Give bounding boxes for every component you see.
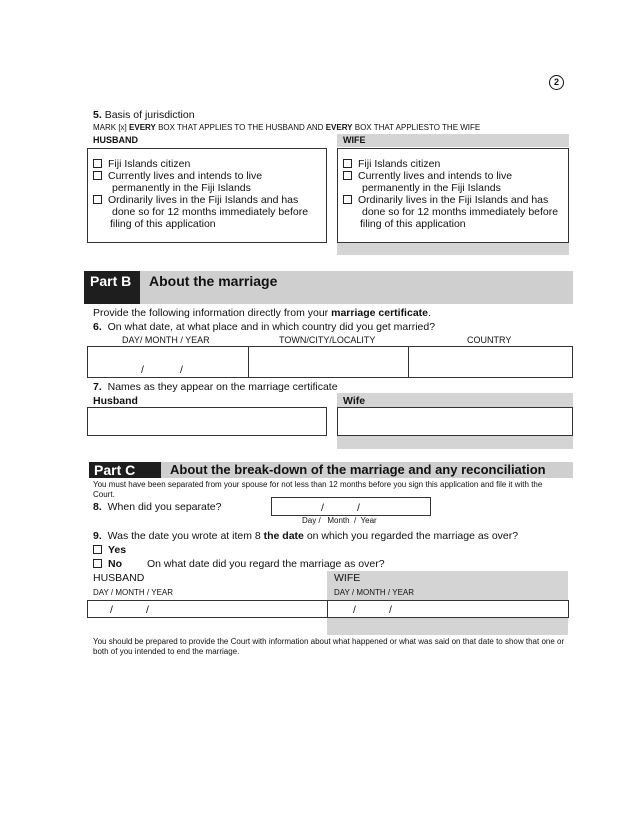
husband-option-citizen[interactable]: Fiji Islands citizen — [93, 158, 190, 170]
q6-date-slash: / — [180, 364, 183, 376]
q5-wife-header-bar — [337, 134, 569, 147]
q9-slash: / — [146, 604, 149, 616]
q6-date-input[interactable] — [88, 347, 247, 377]
q9-slash: / — [110, 604, 113, 616]
q9-husband-date-input[interactable] — [88, 601, 326, 617]
page-number: 2 — [549, 75, 564, 90]
q9-slash: / — [389, 604, 392, 616]
q7-husband-label: Husband — [93, 395, 138, 407]
q7-wife-name-input[interactable] — [337, 407, 573, 436]
q6-question: 6. On what date, at what place and in which country did you get married? — [93, 321, 436, 333]
q9-wife-label: WIFE — [334, 572, 361, 584]
q9-no-option[interactable]: No — [93, 558, 122, 570]
q9-question: 9. Was the date you wrote at item 8 the date on which you regarded the marriage as over? — [93, 530, 519, 542]
q9-no-followup: On what date did you regard the marriage as over? — [147, 558, 385, 570]
husband-option-lives[interactable]: Currently lives and intends to live permanently in the Fiji Islands — [93, 170, 262, 194]
q9-slash: / — [353, 604, 356, 616]
q7-husband-name-input[interactable] — [87, 407, 327, 436]
checkbox[interactable] — [343, 171, 352, 180]
q6-town-input[interactable] — [249, 347, 407, 377]
q8-date-input[interactable] — [271, 497, 431, 516]
q5-husband-label: HUSBAND — [93, 135, 138, 145]
checkbox[interactable] — [93, 195, 102, 204]
q9-husband-label: HUSBAND — [93, 572, 145, 584]
q6-country-input[interactable] — [409, 347, 572, 377]
q7-wife-footer-bar — [337, 436, 573, 449]
q5-wife-footer-bar — [337, 243, 569, 255]
q8-date-format: Day / Month / Year — [302, 516, 377, 525]
checkbox[interactable] — [93, 559, 102, 568]
q5-instruction: MARK [x] EVERY BOX THAT APPLIES TO THE HUSBAND AND EVERY BOX THAT APPLIESTO THE WIFE — [93, 123, 481, 132]
q6-date-slash: / — [141, 364, 144, 376]
q5-number: 5. — [93, 109, 102, 121]
q9-wife-date-format: DAY / MONTH / YEAR — [334, 588, 415, 597]
part-c-tag: Part C — [89, 462, 161, 478]
part-b-title: About the marriage — [149, 273, 278, 289]
checkbox[interactable] — [93, 545, 102, 554]
q6-col-date: DAY/ MONTH / YEAR — [122, 335, 210, 345]
checkbox[interactable] — [343, 159, 352, 168]
q5-wife-label: WIFE — [343, 135, 366, 145]
q5-heading — [93, 109, 195, 121]
checkbox[interactable] — [93, 171, 102, 180]
checkbox[interactable] — [343, 195, 352, 204]
q7-wife-header-bar — [337, 393, 573, 407]
q6-col-country: COUNTRY — [467, 335, 512, 345]
q9-wife-date-input[interactable] — [328, 601, 568, 617]
q7-question: 7. Names as they appear on the marriage certificate — [93, 381, 338, 393]
q6-col-town: TOWN/CITY/LOCALITY — [279, 335, 376, 345]
part-c-footer-note: You should be prepared to provide the Court with information about what happened or what was said on that date to show that one or both of you intended to end the marriage. — [93, 637, 565, 656]
q8-question: 8. When did you separate? — [93, 501, 222, 513]
part-c-note: You must have been separated from your spouse for not less than 12 months before you sign this application and file it with the Court. — [93, 480, 543, 499]
q9-husband-date-format: DAY / MONTH / YEAR — [93, 588, 174, 597]
part-b-tag: Part B — [84, 271, 140, 304]
wife-option-ordinarily[interactable]: Ordinarily lives in the Fiji Islands and has done so for 12 months immediately before filing of this application — [343, 194, 558, 230]
checkbox[interactable] — [93, 159, 102, 168]
q9-yes-option[interactable]: Yes — [93, 544, 126, 556]
q8-slash: / — [321, 502, 324, 514]
q7-wife-label: Wife — [343, 395, 366, 407]
wife-option-citizen[interactable]: Fiji Islands citizen — [343, 158, 440, 170]
husband-option-ordinarily[interactable]: Ordinarily lives in the Fiji Islands and has done so for 12 months immediately before filing of this application — [93, 194, 308, 230]
part-c-title: About the break-down of the marriage and any reconciliation — [170, 462, 546, 477]
q9-wife-footer-bar — [327, 618, 568, 635]
part-b-intro: Provide the following information directly from your marriage certificate. — [93, 307, 431, 319]
q5-title: Basis of jurisdiction — [104, 109, 195, 121]
wife-option-lives[interactable]: Currently lives and intends to live permanently in the Fiji Islands — [343, 170, 512, 194]
q8-slash: / — [357, 502, 360, 514]
